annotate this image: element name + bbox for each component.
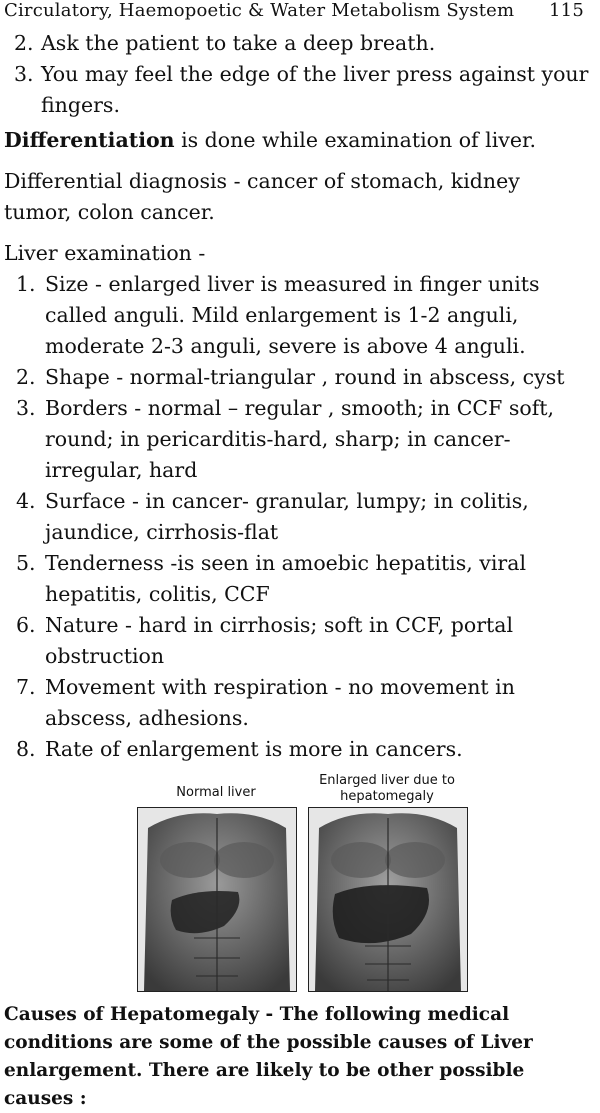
item-text: Tenderness -is seen in amoebic hepatitis, viral hepatitis, colitis, CCF [45, 551, 527, 606]
liver-exam-heading: Liver examination - [4, 241, 206, 265]
differentiation-paragraph [4, 125, 592, 156]
differentiation-text: is done while examination of liver. [174, 128, 537, 152]
item-number: 3. [16, 396, 36, 420]
liver-exam-list [4, 269, 592, 765]
item-text: Rate of enlargement is more in cancers. [45, 737, 463, 761]
differential-diagnosis-paragraph: Differential diagnosis - cancer of stomach, kidney tumor, colon cancer. [4, 169, 520, 224]
list-item [8, 548, 592, 610]
page-number: 115 [549, 0, 584, 21]
normal-liver-photo [137, 807, 297, 992]
item-number: 5. [16, 551, 36, 575]
list-item [8, 393, 592, 486]
enlarged-liver-caption: Enlarged liver due to hepatomegaly [319, 773, 455, 804]
item-number: 1. [16, 272, 36, 296]
item-text: Size - enlarged liver is measured in finger units called anguli. Mild enlargement is 1-2 anguli, moderate 2-3 anguli, severe is above 4 anguli. [45, 272, 540, 358]
differentiation-term: Differentiation [4, 128, 175, 152]
page-body [4, 28, 592, 1113]
torso-illustration [309, 808, 467, 991]
step-number: 2. [14, 31, 34, 55]
item-text: Movement with respiration - no movement in abscess, adhesions. [45, 675, 515, 730]
item-text: Shape - normal-triangular , round in abscess, cyst [45, 365, 565, 389]
list-item [8, 269, 592, 362]
chapter-title: Circulatory, Haemopoetic & Water Metabolism System [4, 0, 515, 21]
torso-illustration [138, 808, 296, 991]
running-header [4, 0, 592, 28]
step-text: You may feel the edge of the liver press against your fingers. [41, 62, 589, 117]
item-number: 4. [16, 489, 36, 513]
item-number: 8. [16, 737, 36, 761]
liver-comparison-figure [4, 771, 592, 993]
item-number: 7. [16, 675, 36, 699]
enlarged-liver-photo [308, 807, 468, 992]
procedure-step [8, 59, 592, 121]
list-item [8, 362, 592, 393]
causes-paragraph: Causes of Hepatomegaly - The following medical conditions are some of the possible causes of Liver enlargement. There are likely to be other possible causes : [4, 1004, 533, 1109]
item-text: Borders - normal – regular , smooth; in CCF soft, round; in pericarditis-hard, sharp; in cancer- irregular, hard [45, 396, 555, 482]
normal-liver-caption: Normal liver [176, 785, 256, 800]
step-number: 3. [14, 62, 34, 86]
item-number: 2. [16, 365, 36, 389]
item-text: Surface - in cancer- granular, lumpy; in colitis, jaundice, cirrhosis-flat [45, 489, 529, 544]
list-item [8, 486, 592, 548]
list-item [8, 672, 592, 734]
list-item [8, 734, 592, 765]
step-text: Ask the patient to take a deep breath. [41, 31, 436, 55]
item-number: 6. [16, 613, 36, 637]
procedure-steps [4, 28, 592, 121]
list-item [8, 610, 592, 672]
procedure-step [8, 28, 592, 59]
item-text: Nature - hard in cirrhosis; soft in CCF, portal obstruction [45, 613, 514, 668]
